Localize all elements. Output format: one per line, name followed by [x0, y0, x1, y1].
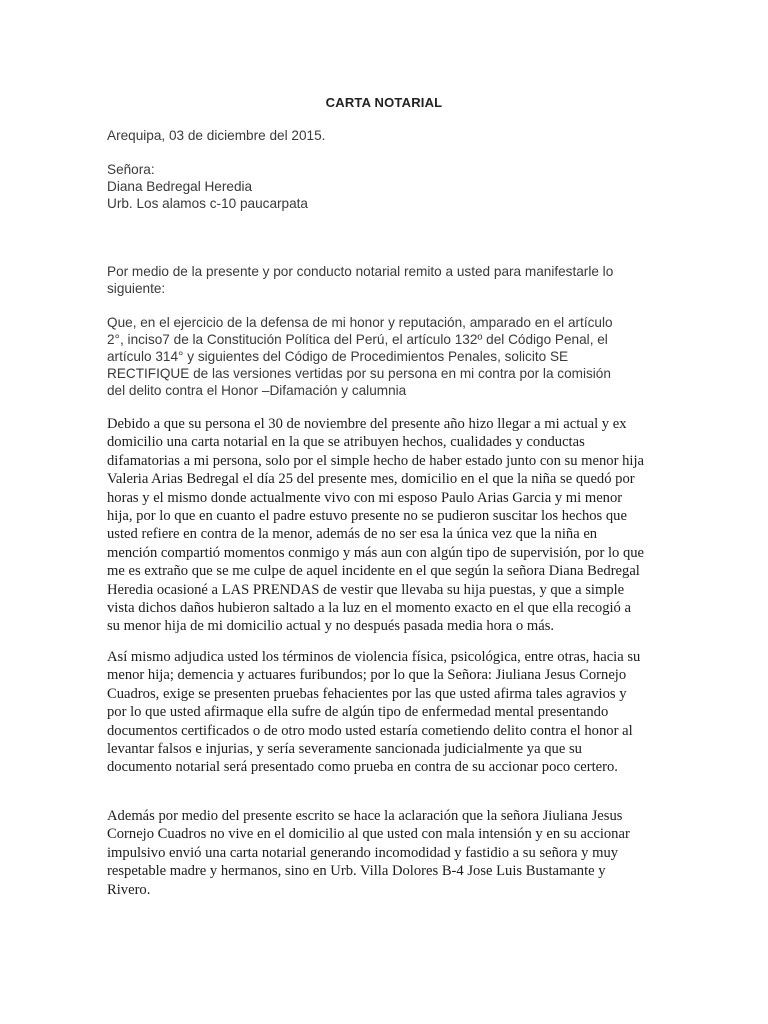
paragraph-line: Heredia ocasioné a LAS PRENDAS de vestir que llevaba su hija puestas, y que a simple [107, 581, 625, 598]
addressee-block [107, 161, 667, 212]
paragraph-line: vista dichos daños hubieron saltado a la luz en el momento exacto en el que ella recogió a [107, 600, 631, 617]
paragraph-line: hija, por lo que en cuanto el padre estuvo presente no se pudieron suscitar los hechos que [107, 508, 627, 525]
paragraph-line: Valeria Arias Bedregal el día 25 del presente mes, domicilio en el que la niña se quedó por [107, 471, 635, 488]
paragraph-line: Por medio de la presente y por conducto notarial remito a usted para manifestarle lo [107, 264, 614, 279]
paragraph-line: documentos certificados o de otro modo usted estaría cometiendo delito contra el honor al [107, 722, 633, 739]
date-text: Arequipa, 03 de diciembre del 2015. [107, 128, 326, 143]
paragraph-line: horas y el mismo donde actualmente vivo con mi esposo Paulo Arias Garcia y mi menor [107, 489, 623, 506]
paragraph-line: su menor hija de mi domicilio actual y no después pasada media hora o más. [107, 618, 555, 635]
paragraph-clarification [107, 807, 667, 899]
paragraph-line: Que, en el ejercicio de la defensa de mi honor y reputación, amparado en el artículo [107, 315, 613, 330]
paragraph-line: documento notarial será presentado como prueba en contra de su accionar poco certero. [107, 759, 618, 776]
paragraph-line: Además por medio del presente escrito se hace la aclaración que la señora Jiuliana Jesus [107, 808, 623, 824]
paragraph-line: Rivero. [107, 881, 151, 898]
paragraph-line: Cornejo Cuadros no vive en el domicilio al que usted con mala intensión y en su accionar [107, 826, 630, 843]
paragraph-line: levantar falsos e injurias, y sería severamente sancionada judicialmente ya que su [107, 741, 582, 758]
paragraph-line: por lo que usted afirmaque ella sufre de algún tipo de enfermedad mental presentando [107, 704, 609, 721]
paragraph-line: 2°, inciso7 de la Constitución Política del Perú, el artículo 132º del Código Penal, el [107, 332, 608, 347]
paragraph-line: del delito contra el Honor –Difamación y calumnia [107, 383, 407, 398]
paragraph-line: me es extraño que se me culpe de aquel incidente en el que según la señora Diana Bedregal [107, 563, 640, 580]
paragraph-line: artículo 314° y siguientes del Código de Procedimientos Penales, solicito SE [107, 349, 569, 364]
addressee-address: Urb. Los alamos c-10 paucarpata [107, 196, 308, 211]
paragraph-accusations [107, 648, 667, 777]
paragraph-line: Cuadros, exige se presenten pruebas fehacientes por las que usted afirma tales agravios y [107, 685, 627, 702]
paragraph-line: respetable madre y hermanos, sino en Urb. Villa Dolores B-4 Jose Luis Bustamante y [107, 863, 606, 880]
paragraph-line: siguiente: [107, 281, 166, 296]
paragraph-line: Así mismo adjudica usted los términos de violencia física, psicológica, entre otras, hacia su [107, 649, 641, 665]
intro-paragraph [107, 263, 667, 297]
paragraph-line: impulsivo envió una carta notarial generando incomodidad y fastidio a su señora y muy [107, 844, 619, 861]
paragraph-line: menor hija; demencia y actuares furibundos; por lo que la Señora: Jiuliana Jesus Cornejo [107, 667, 627, 684]
addressee-name: Diana Bedregal Heredia [107, 179, 253, 194]
addressee-salutation: Señora: [107, 162, 155, 177]
date-line [107, 127, 667, 144]
paragraph-facts [107, 415, 667, 636]
paragraph-line: RECTIFIQUE de las versiones vertidas por su persona en mi contra por la comisión [107, 366, 611, 381]
paragraph-line: difamatorias a mi persona, solo por el simple hecho de haber estado junto con su menor hija [107, 452, 644, 469]
paragraph-line: domicilio una carta notarial en la que se atribuyen hechos, cualidades y conductas [107, 434, 585, 451]
paragraph-line: Debido a que su persona el 30 de noviembre del presente año hizo llegar a mi actual y ex [107, 416, 627, 432]
paragraph-line: mención compartió momentos conmigo y más aun con algún tipo de supervisión, por lo que [107, 544, 645, 561]
paragraph-line: usted refiere en contra de la menor, además de no ser esa la única vez que la niña en [107, 526, 598, 543]
document-title: CARTA NOTARIAL [325, 95, 443, 110]
paragraph-honor [107, 314, 667, 399]
